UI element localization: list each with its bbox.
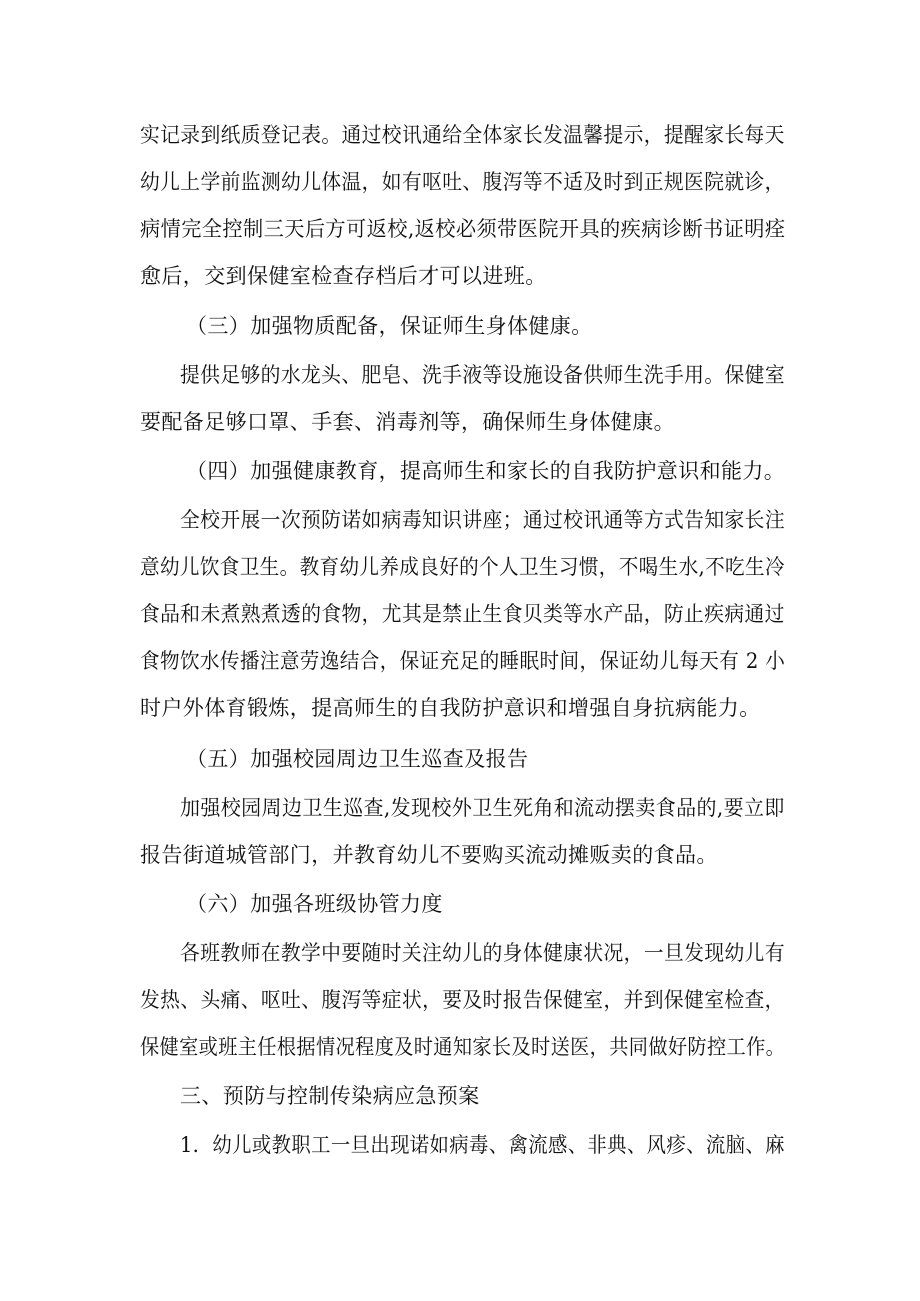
section-heading: 三、预防与控制传染病应急预案 [180,1084,480,1108]
section-heading: （六）加强各班级协管力度 [186,892,443,916]
body-line: 愈后，交到保健室检查存档后才可以进班。 [140,264,547,288]
body-line: 保健室或班主任根据情况程度及时通知家长及时送医，共同做好防控工作。 [140,1035,786,1059]
body-line: 发热、头痛、呕吐、腹泻等症状，要及时报告保健室，并到保健室检查， [140,988,785,1012]
section-heading: （五）加强校园周边卫生巡查及报告 [186,747,529,771]
body-line: 意幼儿饮食卫生。教育幼儿养成良好的个人卫生习惯，不喝生水,不吃生冷 [140,555,785,579]
body-line: 1．幼儿或教职工一旦出现诺如病毒、禽流感、非典、风疹、流脑、麻 [180,1133,785,1157]
body-line: 要配备足够口罩、手套、消毒剂等，确保师生身体健康。 [140,410,675,434]
body-line: 加强校园周边卫生巡查,发现校外卫生死角和流动摆卖食品的,要立即 [180,796,785,820]
body-line: 报告街道城管部门，并教育幼儿不要购买流动摊贩卖的食品。 [140,843,718,867]
body-line: 幼儿上学前监测幼儿体温，如有呕吐、腹泻等不适及时到正规医院就诊， [140,170,785,194]
section-heading: （三）加强物质配备，保证师生身体健康。 [186,314,593,338]
body-line: 病情完全控制三天后方可返校,返校必须带医院开具的疾病诊断书证明痊 [140,217,786,241]
body-line: 各班教师在教学中要随时关注幼儿的身体健康状况，一旦发现幼儿有 [180,941,786,965]
body-line: 全校开展一次预防诺如病毒知识讲座；通过校讯通等方式告知家长注 [180,508,786,532]
body-line: 时户外体育锻炼，提高师生的自我防护意识和增强自身抗病能力。 [140,696,761,720]
body-line: 食品和未煮熟煮透的食物，尤其是禁止生食贝类等水产品，防止疾病通过 [140,602,785,626]
body-line: 食物饮水传播注意劳逸结合，保证充足的睡眠时间，保证幼儿每天有 2 小 [140,649,786,673]
body-line: 实记录到纸质登记表。通过校讯通给全体家长发温馨提示，提醒家长每天 [140,123,785,147]
section-heading: （四）加强健康教育，提高师生和家长的自我防护意识和能力。 [186,459,786,483]
body-line: 提供足够的水龙头、肥皂、洗手液等设施设备供师生洗手用。保健室 [180,363,786,387]
